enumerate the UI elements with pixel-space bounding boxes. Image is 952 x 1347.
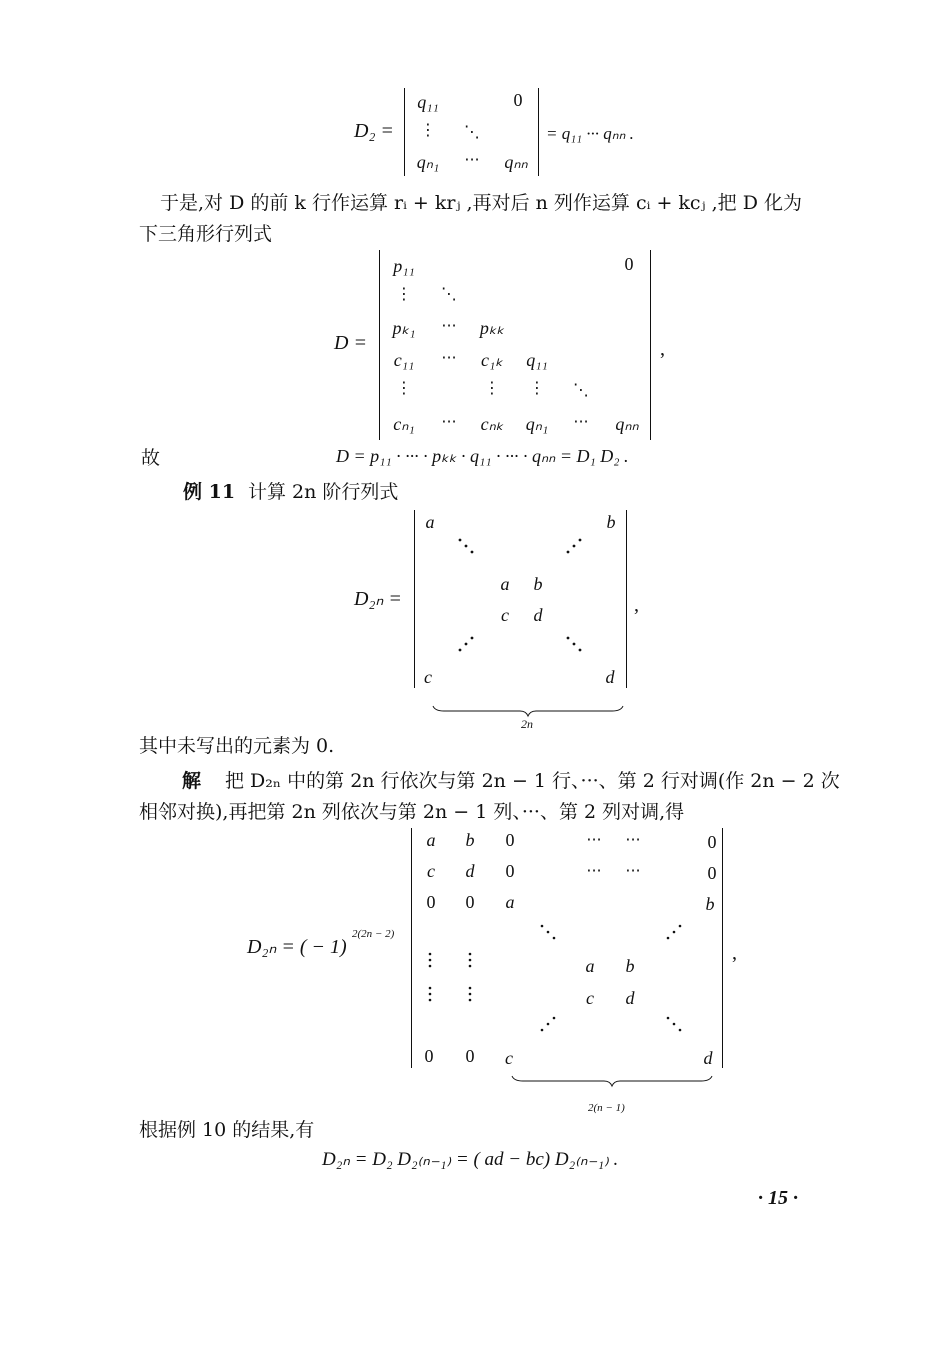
d2n-big-cell: a <box>426 830 436 850</box>
d2-right-bar <box>538 88 539 176</box>
d-ddots: ⋱ <box>441 284 457 303</box>
result-intro: 根据例 10 的结果,有 <box>139 1119 315 1141</box>
d-cdots: ··· <box>573 412 589 431</box>
paragraph-line: 于是,对 D 的前 k 行作运算 rᵢ + krⱼ ,再对后 n 列作运算 cᵢ + kcⱼ ,把 D 化为 <box>160 192 802 214</box>
d2n-lhs: D₂ₙ = <box>354 588 402 610</box>
d2n-big-cell: d <box>703 1048 713 1068</box>
d2n-big-cell: b <box>465 830 475 850</box>
d2n-big-exp: 2(2n − 2) <box>352 928 395 940</box>
d2n-cell: b <box>606 512 616 532</box>
d-cell: pₖₖ <box>479 318 505 338</box>
d-right-bar <box>650 250 651 440</box>
d-cdots: ··· <box>441 348 457 367</box>
d2n-big-cell: a <box>505 892 515 912</box>
d2n-big-underbrace <box>511 1074 713 1090</box>
d2n-diagonal-dots <box>414 510 626 690</box>
d-cell: pₖ₁ <box>392 318 416 338</box>
d2n-cell: c <box>424 667 432 687</box>
d2-ddots: ⋱ <box>464 122 480 141</box>
d2n-big-cell: b <box>705 894 715 914</box>
solution-line: 把 D₂ₙ 中的第 2n 行依次与第 2n − 1 行、···、第 2 行对调(作 2n − 2 次 <box>225 770 840 792</box>
note-text: 其中未写出的元素为 0. <box>139 735 335 757</box>
d2n-right-bar <box>626 510 627 688</box>
d2-lhs: D₂ = <box>354 120 394 142</box>
d-cdots: ··· <box>441 412 457 431</box>
d-vdots: ⋮ <box>484 378 500 397</box>
d2n-big-cell: c <box>586 988 594 1008</box>
d-cell: c₁₁ <box>393 350 415 370</box>
d2n-trail: , <box>634 594 639 616</box>
d2n-big-cell: c <box>427 861 435 881</box>
d2n-big-cell: b <box>625 956 635 976</box>
example-label: 例 11 <box>183 481 236 503</box>
d-left-bar <box>379 250 380 440</box>
d2n-big-cell: 0 <box>505 830 515 850</box>
d-cell: cₙ₁ <box>393 414 415 434</box>
d2n-cell: d <box>605 667 615 687</box>
d2n-big-cell: c <box>505 1048 513 1068</box>
solution-line: 相邻对换),再把第 2n 列依次与第 2n − 1 列、···、第 2 列对调,得 <box>139 801 685 823</box>
d-cell: qₙₙ <box>615 414 639 434</box>
d2n-big-cdots: ··· <box>625 861 641 880</box>
d-ddots: ⋱ <box>573 380 589 399</box>
d-vdots: ⋮ <box>396 378 412 397</box>
d-lhs: D = <box>334 332 367 354</box>
d2n-big-trail: , <box>732 942 737 964</box>
d-trail: , <box>660 338 665 360</box>
d2n-big-cell: d <box>465 861 475 881</box>
d2n-big-cell: 0 <box>426 892 436 912</box>
d2n-big-brace-label: 2(n − 1) <box>588 1102 625 1114</box>
d2n-big-dots <box>411 828 723 1068</box>
d2-rhs: = q₁₁ ··· qₙₙ . <box>546 124 634 143</box>
d2-cell: q₁₁ <box>417 92 439 112</box>
d-cell: qₙ₁ <box>525 414 549 434</box>
d-cell: 0 <box>624 254 634 274</box>
d2n-big-cell: a <box>585 956 595 976</box>
d-vdots: ⋮ <box>529 378 545 397</box>
paragraph-line: 下三角形行列式 <box>139 223 273 245</box>
d2n-big-cell: 0 <box>465 1046 475 1066</box>
d-cell: c₁ₖ <box>481 350 503 370</box>
d2n-big-cell: d <box>625 988 635 1008</box>
d2n-big-cell: 0 <box>465 892 475 912</box>
final-formula: D₂ₙ = D₂ D₂₍ₙ₋₁₎ = ( ad − bc) D₂₍ₙ₋₁₎ . <box>322 1149 619 1170</box>
d2-cell: qₙₙ <box>504 152 528 172</box>
d2-cell: qₙ₁ <box>416 152 440 172</box>
d2n-big-cell: 0 <box>707 832 717 852</box>
gu-formula: D = p₁₁ · ··· · pₖₖ · q₁₁ · ··· · qₙₙ = D₁ D₂ . <box>336 446 629 466</box>
d2-left-bar <box>404 88 405 176</box>
d2n-big-lhs: D₂ₙ = ( − 1) <box>247 936 347 958</box>
d2-vdots: ⋮ <box>420 120 436 139</box>
d2n-cell: b <box>533 574 543 594</box>
d2n-big-cell: 0 <box>424 1046 434 1066</box>
d-cell: p₁₁ <box>393 256 415 276</box>
d2n-big-cdots: ··· <box>586 861 602 880</box>
d-cell: cₙₖ <box>480 414 504 434</box>
d2n-brace-label: 2n <box>521 717 533 731</box>
d2n-cell: a <box>425 512 435 532</box>
page-number: · 15 · <box>758 1187 798 1209</box>
d-cdots: ··· <box>441 316 457 335</box>
solution-label: 解 <box>182 770 202 792</box>
d2n-cell: d <box>533 605 543 625</box>
gu-word: 故 <box>141 447 161 469</box>
d-cell: q₁₁ <box>526 350 548 370</box>
d2n-big-cdots: ··· <box>586 830 602 849</box>
d2n-big-cell: 0 <box>505 861 515 881</box>
d2n-cell: a <box>500 574 510 594</box>
d2-cdots: ··· <box>464 150 480 169</box>
d2n-big-cdots: ··· <box>625 830 641 849</box>
d2n-big-cell: 0 <box>707 863 717 883</box>
d2n-cell: c <box>501 605 509 625</box>
d-vdots: ⋮ <box>396 284 412 303</box>
example-text: 计算 2n 阶行列式 <box>248 481 399 503</box>
d2-cell: 0 <box>513 90 523 110</box>
